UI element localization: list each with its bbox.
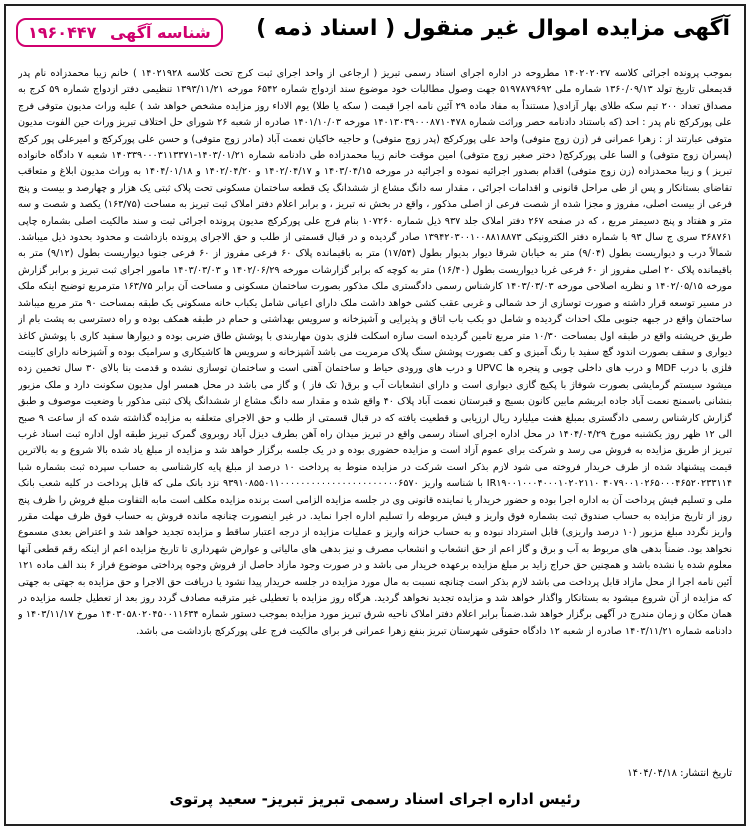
- advertisement-frame: [4, 4, 746, 826]
- ad-id-value: ۱۹۶۰۴۴۷: [28, 23, 97, 42]
- publication-date: [18, 768, 732, 779]
- publication-date-label: تاریخ انتشار:: [680, 768, 732, 779]
- ad-id-label: شناسه آگهی: [109, 23, 211, 42]
- header: [6, 6, 744, 64]
- publication-date-value: ۱۴۰۴/۰۴/۱۸: [627, 768, 677, 779]
- ad-id-badge: [16, 18, 223, 47]
- page-title: آگهی مزایده اموال غیر منقول ( اسناد ذمه ): [256, 16, 730, 41]
- signature-line: رئیس اداره اجرای اسناد رسمی تبریز تبریز- سعید پرتوی: [169, 790, 581, 808]
- auction-body-text: بموجب پرونده اجرائی کلاسه ۱۴۰۲۰۲۰۲۷ مطروحه در اداره اجرای اسناد رسمی تبریز ( ارجاعی از واحد اجرای ثبت کرج تحت کلاسه ۱۴۰۲۱۹۲۸ ) خانم زیبا محمدزاده نام پدر قدیمعلی تاریخ تولد ۱۳۶۰/۰۹/۱۳ شماره ملی ۵۱۹۷۸۷۹۶۹۲ جهت وصول مطالبات خود موضوع سند ازدواج شماره ۶۵۴۲ مورخه ۱۳۹۳/۱۱/۲۱ تنظیمی دفتر ازدواج شماره ۵۹ کرج به مصداق تعداد ۲۰۰ تیم سکه طلای بهار آزادی( مستنداً به مفاد ماده ۲۹ آئین نامه اجرا قیمت ( سکه یا طلا) یوم الاداء روز مزایده مشخص خواهد شد ) علیه وراث مدیون متوفی فرج علی پورکرکج نام پدر : احد (که باستناد دادنامه حصر وراثت شماره ۱۴۰۱۳۰۳۹۰۰۰۸۷۱۰۴۷۸ مورخه ۱۴۰۱/۱۰/۰۳ صادره از شعبه ۲۶ شورای حل اختلاف تبریز وراث حین الفوت مدیون متوفی عبارتند از : زهرا عمرانی فر (زن زوج متوفی) واحد علی پورکرکج (پدر زوج متوفی) و حاجیه خاکیان نعمت آباد (مادر زوج متوفی) و حسن علی پورکرکج و امیرعلی پور کرکج (پسران زوج متوفی) و السا علی پورکرکج( دختر صغیر زوج متوفی) امین موقت خانم زیبا محمدزاده طی دادنامه شماره ۱۴۰۳/۰۱/۲۱-۱۴۰۳۳۹۰۰۰۳۱۱۳۳۷۱ شعبه ۷ دادگاه خانواده تبریز ) و زیبا محمدزاده (زن زوج متوفی) اقدام بصدور اجرائیه نموده و اجرائیه در مورخه ۱۴۰۳/۰۴/۱۵ و ۱۴۰۲/۰۴/۱۷ و ۱۴۰۲/۰۴/۲۰ و ۱۴۰۴/۰۱/۱۸ به وراث مدیون ابلاغ و متعاقب تقاضای بستانکار و پس از طی مراحل قانونی و اقدامات اجرائی ، مقدار سه دانگ مشاع از ششدانگ یک قطعه ساختمان مسکونی تحت پلاک ثبتی یک هزار و چهارصد و بیست و پنج فرعی از بیست اصلی، مفروز و مجزا شده از شصت فرعی از اصلی مذکور ، واقع در بخش نه تبریز ، و برابر اعلام دفتر املاک ثبت تبریز به مساحت (۱۶۳/۷۵) یکصد و شصت و سه متر و هفتاد و پنج دسیمتر مربع ، که در صفحه ۲۶۷ دفتر املاک جلد ۹۳۷ ذیل شماره ۱۰۷۲۶۰ بنام فرج علی پورکرکج مدیون پرونده اجرائی ثبت و سند مالکیت اصلی بشماره چاپی ۳۶۸۷۶۱ سری ج سال ۹۳ با شماره دفتر الکترونیکی ۱۳۹۴۲۰۳۰۰۱۰۰۸۸۱۸۸۷۳ صادر گردیده و در قبال قسمتی از طلب و حق الاجرای پرونده بازداشت و محدود بحدود ذیل میباشد. شمالاً درب و دیواریست بطول (۹/۰۴) متر به خیابان شرقا دیوار بدیوار بطول (۱۷/۵۴) متر به باقیمانده پلاک ۶۰ فرعی مفروز از ۶۰ فرعی جنوبا دیواریست بطول (۹/۱۲) متر به باقیمانده پلاک ۲۰ اصلی مفروز از ۶۰ فرعی غربا دیواریست بطول (۱۶/۴۰) متر به کوچه که برابر گزارشات مورخه ۱۴۰۲/۰۶/۲۹ و ۱۴۰۳/۰۳/۰۳ مامور اجرای ثبت تبریز و برابر گزارش مورخه ۱۴۰۲/۰۵/۱۵ و نظریه اصلاحی مورخه ۱۴۰۳/۰۳/۰۳ کارشناس رسمی دادگستری ملک مذکور بصورت ساختمان مسکونی و مساحت آن برابر ۱۶۳/۷۵ مترمربع توضیح اینکه ملک در مسیر توسعه قرار داشته و صورت توسازی از حد شمالی و غربی عقب کشی خواهد داشت ملک دارای اعیانی شامل یکباب خانه مسکونی یک طبقه بمساحت ۹۰ متر مربع میباشد ساختمان واقع در جبهه جنوبی ملک احداث گردیده و شامل دو بکب باب اتاق و پذیرایی و آشپزخانه و سرویس بهداشتی و حمام در طبقه همکف بوده و راه دسترسی به پشت بام از طریق خرپشته واقع در طبقه اول بمساحت ۱۰/۳۰ متر مربع تامین گردیده است سازه اسکلت فلزی بدون مهاربندی با پوشش طاق ضربی بوده و دیوارها سفید کاری با پوشش کاغذ دیواری و سقف بصورت اندود گچ سفید با رنگ آمیزی و کف بصورت پوشش سنگ پلاک مرمریت می باشد آشپزخانه و سرویس ها کاشیکاری و سرامیک بوده و آشپزخانه دارای کابینت فلزی با درب MDF و درب های داخلی چوبی و پنجره ها UPVC و درب های ورودی حیاط و ساختمان آهنی است و ساختمان توسازی نشده و قدمت بنا بالای ۳۰ سال تخمین زده میشود سیستم گرمایشی بصورت شوفاژ با پکیج گازی دیواری است و دارای انشعابات آب و برق( تک فاز ) و گاز می باشد در محل همسر اول مدیون سکونت دارد و ملک مزبور بنشانی باسمنج نعمت آباد جاده ابریشم مابین کانون بسیج و قبرستان نعمت آباد پلاک ۴۰ واقع شده و مقدار سه دانگ مشاع از ششدانگ پلاک ثبتی مذکور با وضعیت موصوف و طبق گزارش کارشناس رسمی دادگستری بمبلغ هفت میلیارد ریال ارزیابی و قطعیت یافته که در قبال قسمتی از طلب و حق الاجرای متعلقه به مزایده گذاشته شده که از ساعت ۹ صبح الی ۱۲ ظهر روز یکشنبه مورخ ۱۴۰۴/۰۴/۲۹ در محل اداره اجرای اسناد رسمی واقع در تبریز میدان راه آهن بطرف دیزل آباد روبروی گمرک تبریز طبقه اول اداره ثبت اسناد غرب تبریز از طریق مزایده به فروش می رسد و شرکت برای عموم آزاد است و مزایده حضوری بوده و در یک جلسه برگزار خواهد شد و مزایده از مبلغ یاد شده بالا شروع و به بالاترین قیمت پیشنهاد شده از طرف خریدار فروخته می شود لازم بذکر است شرکت در مزایده منوط به پرداخت ۱۰ درصد از مبلغ پایه کارشناسی به حساب سپرده ثبت بشماره شبا ۴۰۷۹۰۰۱۰۲۶۵۰۰۰۴۶۵۲۰۲۳۳۱۱۴ IR۱۹۰۰۱۰۰۰۴۰۰۰۱۰۲۰۲۱۱۰ با شناسه واریز ۹۳۹۱۰۸۵۵۰۱۱۰۰۰۰۰۰۰۰۰۰۰۰۰۰۰۰۰۰۰۰۰۰۰۶۵۷۰ نزد بانک ملی که قابل پرداخت در کلیه شعب بانک ملی و تسلیم فیش پرداخت آن به اداره اجرا بوده و حضور خریدار یا نماینده قانونی وی در جلسه مزایده الزامی است برنده مزایده مکلف است مابه التفاوت مبلغ فروش را ظرف پنج روز از تاریخ مزایده به حساب صندوق ثبت بشماره فوق واریز و فیش مربوطه را تسلیم اداره اجرا نماید. در غیر اینصورت چنانچه مانده فروش به حساب فوق ظرف مهلت مقرر واریز نگردد مبلغ مزبور (۱۰ درصد واریزی) قابل استرداد نبوده و به حساب خزانه واریز و عملیات مزایده از درجه اعتبار ساقط و مزایده تجدید خواهد شد و اعتراض بعدی مسموع نخواهد بود. ضمناً بدهی های مربوط به آب و برق و گاز اعم از حق انشعاب و انشعاب مصرف و نیز بدهی های مالیاتی و عوارض شهرداری تا تاریخ مزایده اعم از اینکه رقم قطعی آنها معلوم شده یا نشده باشد و همچنین حق حراج زاید بر مبلغ مزایده برعهده خریدار می باشد و در صورت وجود مازاد حاصل از فروش وجوه پرداختی موضوع فراز ۶ بند الف ماده ۱۲۱ آئین نامه اجرا از محل مازاد قابل پرداخت می باشد لازم بذکر است چنانچه نسبت به مال مورد مزایده در جلسه خریدار پیدا نشود یا دریافت حق الاجرا و حق مزایده به جهتی به جهتی که مزایده از آن شروع میشود به بستانکار واگذار خواهد شد و مزایده تجدید نخواهد گردید. هرگاه روز مزایده با تعطیلی غیر مترقبه مصادف گردد روز بعد از تعطیل جلسه مزایده در همان مکان و زمان مندرج در آگهی برگزار خواهد شد.ضمناً برابر اعلام دفتر املاک ناحیه شرق تبریز مورد مزایده بموجب دستور شماره ۱۴۰۳۰۵۸۰۲۰۴۵۰۰۱۱۶۳۴ مورخ ۱۴۰۳/۱۱/۱۷ و دادنامه شماره ۱۴۰۳/۱۱/۲۱ صادره از شعبه ۱۲ دادگاه حقوقی شهرستان تبریز بنفع زهرا عمرانی فر برای مالکیت فرج علی پورکرکج بازداشت می باشد.: [18, 68, 732, 637]
